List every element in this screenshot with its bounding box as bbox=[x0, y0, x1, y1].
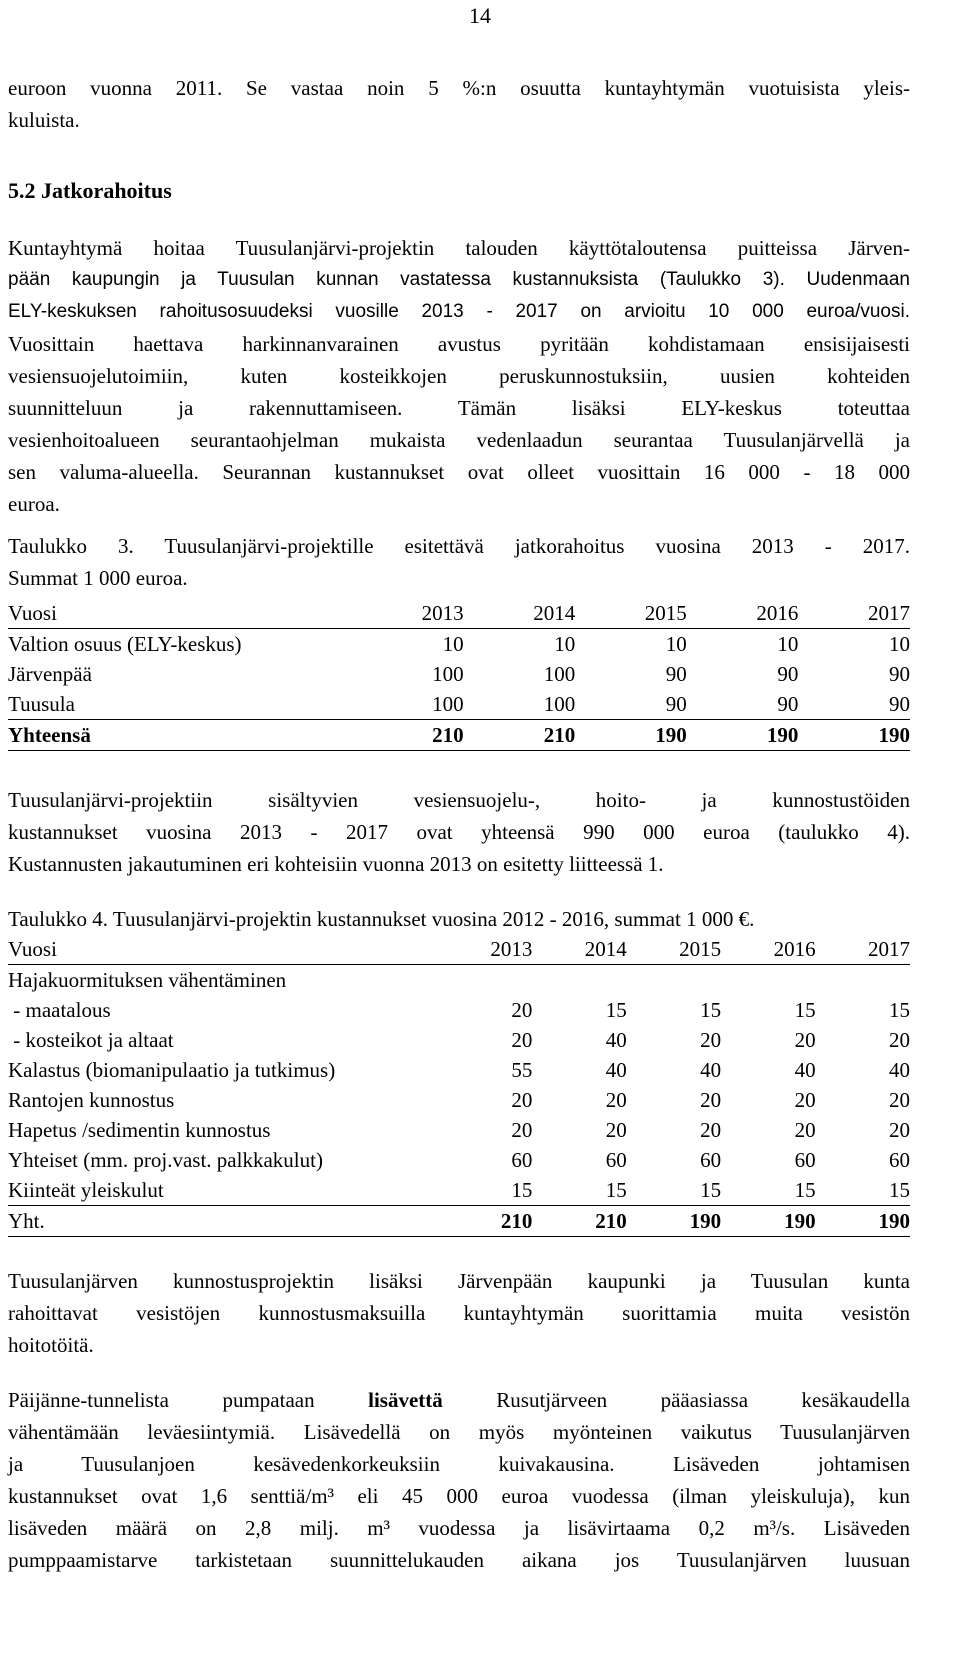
table-row bbox=[8, 1085, 910, 1115]
row-label: - maatalous bbox=[8, 998, 111, 1022]
table-cell: 10 bbox=[442, 632, 464, 656]
table-cell: 60 bbox=[700, 1148, 722, 1172]
text-line: sen valuma-alueella. Seurannan kustannukset ovat olleet vuosittain 16 000 - 18 000 bbox=[8, 460, 910, 484]
header-cell: 2015 bbox=[627, 934, 721, 965]
paragraph-other-funding bbox=[8, 1265, 910, 1361]
row-label: Valtion osuus (ELY-keskus) bbox=[8, 632, 242, 656]
text-line: Kuntayhtymä hoitaa Tuusulanjärvi-projektin talouden käyttötaloutensa puitteissa Järven- bbox=[8, 236, 910, 260]
text-line: Tuusulanjärven kunnostusprojektin lisäksi Järvenpään kaupunki ja Tuusulan kunta bbox=[8, 1269, 910, 1293]
text-line: rahoittavat vesistöjen kunnostusmaksuilla kuntayhtymän suorittamia muita vesistön bbox=[8, 1301, 910, 1325]
header-cell: 2017 bbox=[816, 934, 910, 965]
table-cell: 10 bbox=[665, 632, 687, 656]
table-cell: 100 bbox=[543, 692, 576, 716]
text-line: kuluista. bbox=[8, 108, 80, 132]
text-line bbox=[8, 1384, 910, 1416]
table-cell: 55 bbox=[511, 1058, 533, 1082]
table-cell: 90 bbox=[665, 692, 687, 716]
total-cell: 210 bbox=[352, 720, 464, 751]
table-cell: 15 bbox=[889, 1178, 910, 1202]
table-cell: 20 bbox=[794, 1118, 816, 1142]
table-cell: 20 bbox=[889, 1118, 910, 1142]
table-cell: 15 bbox=[794, 1178, 816, 1202]
table4-costs bbox=[8, 934, 910, 1237]
table-cell: 100 bbox=[543, 662, 576, 686]
table-cell: 15 bbox=[605, 1178, 627, 1202]
table-cell: 90 bbox=[665, 662, 687, 686]
table-cell: 20 bbox=[794, 1028, 816, 1052]
total-cell: 190 bbox=[627, 1206, 721, 1237]
table-row bbox=[8, 1115, 910, 1145]
table-cell: 15 bbox=[511, 1178, 533, 1202]
table-cell: 60 bbox=[605, 1148, 627, 1172]
caption-line: Taulukko 3. Tuusulanjärvi-projektille esitettävä jatkorahoitus vuosina 2013 - 2017. bbox=[8, 534, 910, 558]
table-cell: 20 bbox=[511, 1088, 533, 1112]
text-fragment: Rusutjärveen pääasiassa kesäkaudella bbox=[496, 1388, 910, 1412]
table-cell: 10 bbox=[554, 632, 576, 656]
header-cell: Vuosi bbox=[8, 934, 438, 965]
table4-caption: Taulukko 4. Tuusulanjärvi-projektin kustannukset vuosina 2012 - 2016, summat 1 000 €. bbox=[8, 907, 755, 931]
paragraph-additional-water bbox=[8, 1384, 910, 1576]
table-cell: 100 bbox=[432, 692, 464, 716]
table-cell: 10 bbox=[889, 632, 910, 656]
row-label: Kalastus (biomanipulaatio ja tutkimus) bbox=[8, 1058, 336, 1082]
table-cell: 20 bbox=[511, 1118, 533, 1142]
table-cell: 90 bbox=[889, 662, 910, 686]
table-cell: 40 bbox=[794, 1058, 816, 1082]
table-cell: 20 bbox=[889, 1088, 910, 1112]
table-cell: 40 bbox=[889, 1058, 910, 1082]
table-total-row bbox=[8, 1206, 910, 1237]
paragraph-costs bbox=[8, 784, 910, 880]
text-line: euroon vuonna 2011. Se vastaa noin 5 %:n osuutta kuntayhtymän vuotuisista yleis- bbox=[8, 76, 910, 100]
table-cell: 15 bbox=[605, 998, 627, 1022]
row-label: - kosteikot ja altaat bbox=[8, 1028, 174, 1052]
caption-line: Summat 1 000 euroa. bbox=[8, 566, 188, 590]
section-heading: 5.2 Jatkorahoitus bbox=[8, 178, 172, 203]
table-row bbox=[8, 629, 910, 660]
text-line: pään kaupungin ja Tuusulan kunnan vastatessa kustannuksista (Taulukko 3). Uudenmaan bbox=[8, 269, 910, 290]
text-line: vesiensuojelutoimiin, kuten kosteikkojen peruskunnostuksiin, uusien kohteiden bbox=[8, 364, 910, 388]
header-cell: 2014 bbox=[532, 934, 626, 965]
table-cell: 60 bbox=[511, 1148, 533, 1172]
table-cell: 100 bbox=[432, 662, 464, 686]
header-cell: 2015 bbox=[575, 598, 687, 629]
table-cell: 20 bbox=[511, 1028, 533, 1052]
table-row bbox=[8, 1025, 910, 1055]
table-cell: 40 bbox=[700, 1058, 722, 1082]
intro-paragraph bbox=[8, 72, 910, 136]
text-line: ELY-keskuksen rahoitusosuudeksi vuosille 2013 - 2017 on arvioitu 10 000 euroa/vuosi. bbox=[8, 301, 910, 322]
table-cell: 20 bbox=[889, 1028, 910, 1052]
table-cell: 15 bbox=[700, 1178, 722, 1202]
table-cell: 90 bbox=[777, 692, 799, 716]
total-label: Yhteensä bbox=[8, 720, 352, 751]
table-cell: 20 bbox=[700, 1088, 722, 1112]
header-cell: 2014 bbox=[464, 598, 576, 629]
table-cell: 15 bbox=[794, 998, 816, 1022]
header-cell: 2017 bbox=[798, 598, 910, 629]
text-line: vesienhoitoalueen seurantaohjelman mukaista vedenlaadun seurantaa Tuusulanjärvellä ja bbox=[8, 428, 910, 452]
text-line: lisäveden määrä on 2,8 milj. m³ vuodessa ja lisävirtaama 0,2 m³/s. Lisäveden bbox=[8, 1516, 910, 1540]
table-cell: 15 bbox=[700, 998, 722, 1022]
table-row bbox=[8, 1145, 910, 1175]
table-cell: 90 bbox=[777, 662, 799, 686]
table-row bbox=[8, 1055, 910, 1085]
group-label: Hajakuormituksen vähentäminen bbox=[8, 968, 287, 992]
table-row bbox=[8, 689, 910, 720]
text-line: Vuosittain haettava harkinnanvarainen avustus pyritään kohdistamaan ensisijaisesti bbox=[8, 332, 910, 356]
header-cell: 2016 bbox=[687, 598, 799, 629]
text-line: suunnitteluun ja rakennuttamiseen. Tämän lisäksi ELY-keskus toteuttaa bbox=[8, 396, 910, 420]
row-label: Järvenpää bbox=[8, 662, 92, 686]
total-cell: 190 bbox=[721, 1206, 815, 1237]
total-cell: 190 bbox=[816, 1206, 910, 1237]
table-cell: 10 bbox=[777, 632, 799, 656]
total-cell: 210 bbox=[438, 1206, 532, 1237]
paragraph-funding bbox=[8, 232, 910, 520]
row-label: Rantojen kunnostus bbox=[8, 1088, 175, 1112]
text-line: ja Tuusulanjoen kesävedenkorkeuksiin kuivakausina. Lisäveden johtamisen bbox=[8, 1452, 910, 1476]
table-group-row bbox=[8, 965, 910, 996]
text-line: kustannukset vuosina 2013 - 2017 ovat yhteensä 990 000 euroa (taulukko 4). bbox=[8, 820, 910, 844]
table-cell: 90 bbox=[889, 692, 910, 716]
text-line: vähentämään leväesiintymiä. Lisävedellä on myös myönteinen vaikutus Tuusulanjärven bbox=[8, 1420, 910, 1444]
page-number: 14 bbox=[469, 3, 491, 28]
total-cell: 190 bbox=[687, 720, 799, 751]
total-cell: 190 bbox=[798, 720, 910, 751]
bold-term: lisävettä bbox=[368, 1388, 443, 1412]
table-cell: 20 bbox=[605, 1118, 627, 1142]
row-label: Hapetus /sedimentin kunnostus bbox=[8, 1118, 271, 1142]
row-label: Tuusula bbox=[8, 692, 75, 716]
text-line: Tuusulanjärvi-projektiin sisältyvien vesiensuojelu-, hoito- ja kunnostustöiden bbox=[8, 788, 910, 812]
text-line: kustannukset ovat 1,6 senttiä/m³ eli 45 000 euroa vuodessa (ilman yleiskuluja), kun bbox=[8, 1484, 910, 1508]
row-label: Kiinteät yleiskulut bbox=[8, 1178, 164, 1202]
table-cell: 20 bbox=[794, 1088, 816, 1112]
row-label: Yhteiset (mm. proj.vast. palkkakulut) bbox=[8, 1148, 323, 1172]
table-cell: 20 bbox=[605, 1088, 627, 1112]
total-cell: 210 bbox=[464, 720, 576, 751]
header-cell: Vuosi bbox=[8, 598, 352, 629]
header-cell: 2016 bbox=[721, 934, 815, 965]
header-cell: 2013 bbox=[438, 934, 532, 965]
table-header-row bbox=[8, 934, 910, 965]
table-cell: 60 bbox=[889, 1148, 910, 1172]
total-cell: 210 bbox=[532, 1206, 626, 1237]
text-line: hoitotöitä. bbox=[8, 1333, 94, 1357]
table-row bbox=[8, 659, 910, 689]
table-cell: 20 bbox=[700, 1118, 722, 1142]
table-total-row bbox=[8, 720, 910, 751]
table-cell: 15 bbox=[889, 998, 910, 1022]
text-line: pumppaamistarve tarkistetaan suunnittelukauden aikana jos Tuusulanjärven luusuan bbox=[8, 1548, 910, 1572]
table-cell: 20 bbox=[511, 998, 533, 1022]
table-header-row bbox=[8, 598, 910, 629]
text-line: euroa. bbox=[8, 492, 60, 516]
table-cell: 20 bbox=[700, 1028, 722, 1052]
table-row bbox=[8, 995, 910, 1025]
text-fragment: Päijänne-tunnelista pumpataan bbox=[8, 1388, 315, 1412]
total-cell: 190 bbox=[575, 720, 687, 751]
table-cell: 40 bbox=[605, 1058, 627, 1082]
text-line: Kustannusten jakautuminen eri kohteisiin vuonna 2013 on esitetty liitteessä 1. bbox=[8, 852, 664, 876]
table-row bbox=[8, 1175, 910, 1206]
table3-caption bbox=[8, 530, 910, 594]
table-cell: 40 bbox=[605, 1028, 627, 1052]
header-cell: 2013 bbox=[352, 598, 464, 629]
table3-funding bbox=[8, 598, 910, 751]
total-label: Yht. bbox=[8, 1206, 438, 1237]
table-cell: 60 bbox=[794, 1148, 816, 1172]
